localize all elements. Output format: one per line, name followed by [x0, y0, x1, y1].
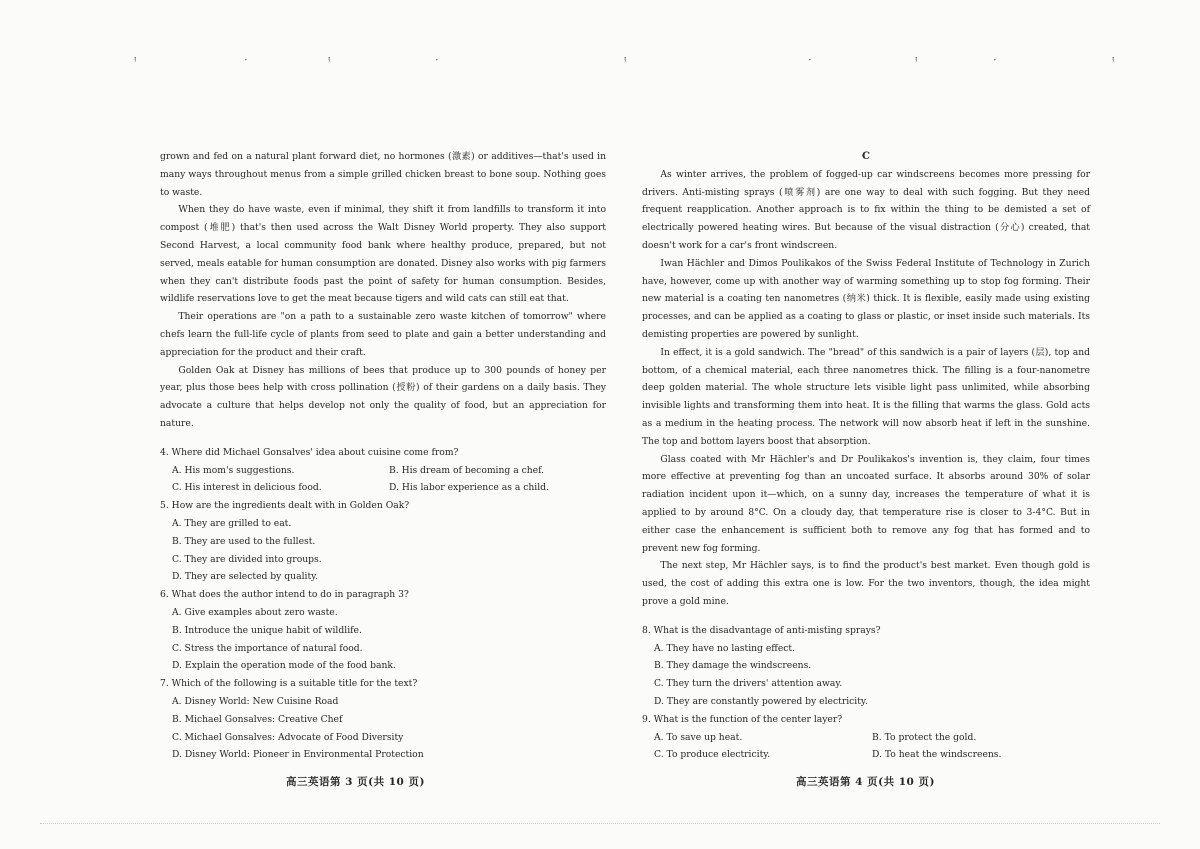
- question-stem: 6. What does the author intend to do in paragraph 3?: [160, 589, 409, 601]
- binding-mark: ᵎ: [134, 54, 136, 67]
- option-a: A. They have no lasting effect.: [654, 642, 796, 654]
- question-5: [160, 497, 606, 586]
- option-c: C. Stress the importance of natural food.: [172, 642, 363, 654]
- bottom-dotted-line: [40, 823, 1160, 824]
- option-b: B. His dream of becoming a chef.: [389, 464, 545, 476]
- question-9: [642, 711, 1090, 764]
- question-stem: 8. What is the disadvantage of anti-misting sprays?: [642, 624, 881, 636]
- passage-paragraph: As winter arrives, the problem of fogged-up car windscreens becomes more pressing for drivers. Anti-misting sprays (喷雾剂) are one way to deal with such fogging. But they need frequent reapplication. Another approach is to fix within the thing to be demisted a set of electrically powered heating wires. But because of the visual distraction (分心) created, that doesn't work for a car's front windscreen.: [642, 168, 1090, 251]
- page-footer-left: 高三英语第 3 页(共 10 页): [286, 776, 425, 788]
- question-stem: 7. Which of the following is a suitable title for the text?: [160, 678, 418, 690]
- page-footer-right: 高三英语第 4 页(共 10 页): [796, 776, 935, 788]
- section-heading: C: [862, 151, 870, 162]
- binding-mark: ᵎ: [1112, 54, 1114, 67]
- binding-mark: ˑ: [808, 54, 812, 67]
- option-b: B. They damage the windscreens.: [654, 660, 812, 672]
- option-a: A. They are grilled to eat.: [172, 517, 292, 529]
- passage-paragraph: When they do have waste, even if minimal, they shift it from landfills to transform it into compost (堆肥) that's then used across the Walt Disney World property. They also support Second Harvest, a local community food bank where healthy produce, prepared, but not served, meals eatable for human consumption are donated. Disney also works with pig farmers when they can't distribute foods past the point of safety for human consumption. Besides, wildlife reservations love to get the meat because tigers and wild cats can still eat that.: [160, 204, 606, 305]
- passage-paragraph: The next step, Mr Hächler says, is to find the product's best market. Even though gold is used, the cost of adding this extra one is low. For the two inventors, though, the idea might prove a gold mine.: [642, 560, 1090, 607]
- option-c: C. They are divided into groups.: [172, 553, 322, 565]
- option-d: D. They are constantly powered by electricity.: [654, 695, 868, 707]
- option-b: B. They are used to the fullest.: [172, 535, 316, 547]
- binding-marks: [0, 54, 1200, 74]
- right-page: [642, 148, 1090, 764]
- question-4: [160, 444, 606, 497]
- passage-paragraph: Golden Oak at Disney has millions of bees that produce up to 300 pounds of honey per year, plus those bees help with cross pollination (授粉) of their gardens on a daily basis. They advocate a culture that helps develop not only the quality of food, but an appreciation for nature.: [160, 364, 606, 429]
- option-b: B. Introduce the unique habit of wildlife.: [172, 624, 362, 636]
- question-7: [160, 675, 606, 764]
- option-a: A. Disney World: New Cuisine Road: [172, 695, 339, 707]
- left-page: [160, 148, 606, 764]
- option-a: A. Give examples about zero waste.: [172, 606, 338, 618]
- question-stem: 5. How are the ingredients dealt with in Golden Oak?: [160, 500, 410, 512]
- binding-mark: ᵎ: [915, 54, 917, 67]
- binding-mark: ˑ: [244, 54, 248, 67]
- passage-paragraph: Their operations are "on a path to a sustainable zero waste kitchen of tomorrow" where chefs learn the full-life cycle of plants from seed to plate and gain a better understanding and appreciation for the product and their craft.: [160, 311, 606, 358]
- option-b: B. To protect the gold.: [872, 731, 977, 743]
- option-c: C. His interest in delicious food.: [172, 482, 322, 494]
- passage-paragraph: In effect, it is a gold sandwich. The "bread" of this sandwich is a pair of layers (层), top and bottom, of a chemical material, each three nanometres thick. The filling is a four-nanometre deep golden material. The whole structure lets visible light pass unlimited, while absorbing invisible lights and transforming them into heat. It is the filling that warms the glass. Gold acts as a medium in the heating process. The network will now absorb heat if left in the sunshine. The top and bottom layers boost that absorption.: [642, 346, 1090, 447]
- option-c: C. They turn the drivers' attention away.: [654, 678, 843, 690]
- option-c: C. To produce electricity.: [654, 749, 771, 761]
- option-b: B. Michael Gonsalves: Creative Chef: [172, 713, 343, 725]
- binding-mark: ˑ: [993, 54, 997, 67]
- option-d: D. Disney World: Pioneer in Environmental Protection: [172, 749, 424, 761]
- passage-paragraph: Glass coated with Mr Hächler's and Dr Poulikakos's invention is, they claim, four times more effective at preventing fog than an uncoated surface. It absorbs around 30% of solar radiation incident upon it—which, on a sunny day, increases the temperature of what it is applied to by around 8°C. On a cloudy day, that temperature rise is closer to 3-4°C. But in either case the enhancement is sufficient both to remove any fog that has formed and to prevent new fog forming.: [642, 453, 1090, 554]
- question-8: [642, 622, 1090, 711]
- passage-paragraph: Iwan Hächler and Dimos Poulikakos of the Swiss Federal Institute of Technology in Zurich have, however, come up with another way of warming something up to stop fog forming. Their new material is a coating ten nanometres (纳米) thick. It is flexible, easily made using existing processes, and can be applied as a coating to glass or plastic, or inset inside such materials. Its demisting properties are powered by sunlight.: [642, 257, 1090, 340]
- option-d: D. His labor experience as a child.: [389, 482, 549, 494]
- option-d: D. They are selected by quality.: [172, 571, 319, 583]
- option-a: A. His mom's suggestions.: [172, 464, 295, 476]
- binding-mark: ˑ: [435, 54, 439, 67]
- option-a: A. To save up heat.: [654, 731, 743, 743]
- question-stem: 9. What is the function of the center layer?: [642, 713, 843, 725]
- question-stem: 4. Where did Michael Gonsalves' idea about cuisine come from?: [160, 446, 459, 458]
- binding-mark: ᵎ: [328, 54, 330, 67]
- passage-paragraph: grown and fed on a natural plant forward diet, no hormones (激素) or additives—that's used in many ways throughout menus from a simple grilled chicken breast to bone soup. Nothing goes to waste.: [160, 151, 606, 198]
- binding-mark: ᵎ: [624, 54, 626, 67]
- question-6: [160, 586, 606, 675]
- option-d: D. To heat the windscreens.: [872, 749, 1002, 761]
- option-d: D. Explain the operation mode of the food bank.: [172, 660, 396, 672]
- option-c: C. Michael Gonsalves: Advocate of Food Diversity: [172, 731, 404, 743]
